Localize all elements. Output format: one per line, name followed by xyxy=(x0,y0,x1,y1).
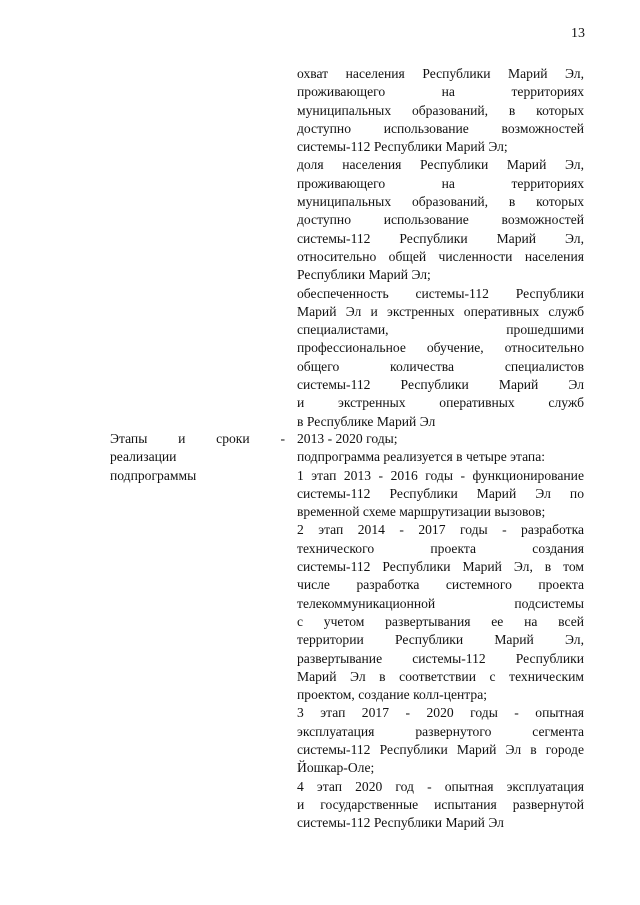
text-line: системы-112 Республики Марий Эл, в том xyxy=(297,559,584,575)
text-line: и экстренных оперативных служб xyxy=(297,395,584,411)
text-line: технического проекта создания xyxy=(297,540,584,556)
label-line: Этапы и сроки - xyxy=(110,431,285,446)
text-line: охват населения Республики Марий Эл, xyxy=(297,66,584,81)
text-line: муниципальных образований, в которых xyxy=(297,194,584,210)
text-line: Марий Эл в соответствии с техническим xyxy=(297,668,584,684)
text-line: системы-112 Республики Марий Эл xyxy=(297,377,584,393)
text-line: 1 этап 2013 - 2016 годы - функционирование xyxy=(297,467,584,483)
text-line: обеспеченность системы-112 Республики xyxy=(297,285,584,301)
text-line: 2013 - 2020 годы; xyxy=(297,431,398,446)
text-line: и государственные испытания развернутой xyxy=(297,796,584,812)
text-line: системы-112 Республики Марий Эл по xyxy=(297,485,584,501)
page-number: 13 xyxy=(571,26,585,41)
text-line: проживающего на территориях xyxy=(297,84,584,100)
text-line: 3 этап 2017 - 2020 годы - опытная xyxy=(297,705,584,721)
text-line: Йошкар-Оле; xyxy=(297,760,375,776)
text-line: системы-112 Республики Марий Эл в городе xyxy=(297,742,584,758)
text-line: территории Республики Марий Эл, xyxy=(297,632,584,648)
text-line: муниципальных образований, в которых xyxy=(297,102,584,118)
text-line: общего количества специалистов xyxy=(297,358,584,374)
text-line: системы-112 Республики Марий Эл xyxy=(297,815,504,831)
text-line: специалистами, прошедшими xyxy=(297,322,584,338)
text-line: развертывание системы-112 Республики xyxy=(297,650,584,666)
text-line: профессиональное обучение, относительно xyxy=(297,340,584,356)
text-line: доля населения Республики Марий Эл, xyxy=(297,157,584,173)
text-line: относительно общей численности населения xyxy=(297,248,584,264)
text-line: 2 этап 2014 - 2017 годы - разработка xyxy=(297,522,584,538)
text-line: системы-112 Республики Марий Эл, xyxy=(297,230,584,246)
label-line: реализации xyxy=(110,449,177,465)
text-line: доступно использование возможностей xyxy=(297,120,584,136)
text-line: Марий Эл и экстренных оперативных служб xyxy=(297,303,584,319)
text-line: в Республике Марий Эл xyxy=(297,413,436,429)
text-line: проектом, создание колл-центра; xyxy=(297,687,487,703)
stages-label xyxy=(110,430,285,485)
indicators-text xyxy=(297,65,584,431)
text-line: системы-112 Республики Марий Эл; xyxy=(297,139,508,155)
stages-text xyxy=(297,430,584,833)
text-line: подпрограмма реализуется в четыре этапа: xyxy=(297,449,546,465)
text-line: телекоммуникационной подсистемы xyxy=(297,595,584,611)
text-line: 4 этап 2020 год - опытная эксплуатация xyxy=(297,778,584,794)
text-line: временной схеме маршрутизации вызовов; xyxy=(297,504,546,520)
text-line: проживающего на территориях xyxy=(297,175,584,191)
text-line: эксплуатация развернутого сегмента xyxy=(297,723,584,739)
label-line: подпрограммы xyxy=(110,467,197,483)
text-line: числе разработка системного проекта xyxy=(297,577,584,593)
text-line: с учетом развертывания ее на всей xyxy=(297,613,584,629)
text-line: Республики Марий Эл; xyxy=(297,267,431,283)
text-line: доступно использование возможностей xyxy=(297,212,584,228)
